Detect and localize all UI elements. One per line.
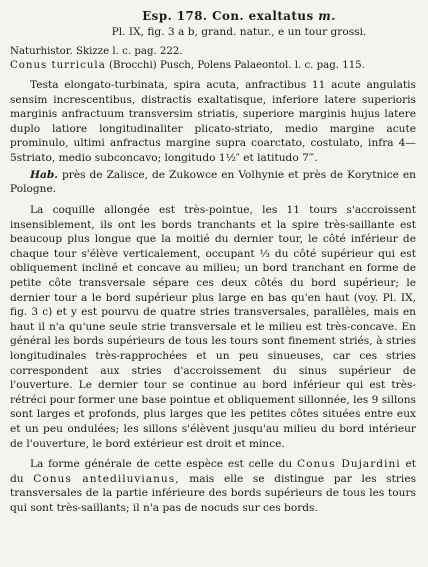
paragraph2-part1: La forme générale de cette espèce est celle du (30, 458, 293, 471)
species-name: Con. exaltatus (212, 9, 314, 23)
paragraph2-part3: mais elle se distingue par les stries transversales de la partie inférieure des bords supérieurs de tous les tours qui sont très-saillants; il n'a pas de nocuds sur ces bords. (10, 472, 417, 515)
species-author: m. (318, 9, 336, 23)
reference-line-2 (10, 59, 416, 73)
latin-description: Testa elongato-turbinata, spira acuta, anfractibus 11 acute angulatis sensim increscentibus, distractis exaltatisque, inferiore latere superioris marginis anfractuum transversim striatis, superiore marginis hujus latere duplo latiore longitudinaliter plicato-striato, medio margine acute prominulo, ultimi anfractus margine supra coarctato, costulato, infra 4—5striato, medio subconcavo; longitudo 1½″ et latitudo 7‴. (10, 79, 416, 165)
reference-species-name: Conus turricula (10, 59, 106, 71)
plate-reference: Pl. IX, fig. 3 a b, grand. natur., e un tour grossi. (111, 26, 367, 39)
description-paragraph-2 (10, 457, 416, 515)
description-paragraph-1: La coquille allongée est très-pointue, les 11 tours s'accroissent insensiblement, ils ont les bords tranchants et la spire très-saillante est beaucoup plus longue que la moitié du dernier tour, le côté inférieur de chaque tour s'élève verticalement, occupant ⅓ du côté supérieur qui est obliquement incliné et concave au milieu; un bord tranchant en forme de petite côte transversale sépare ces deux côtés du bord supérieur; le dernier tour a le bord supérieur plus large en bas qu'en haut (voy. Pl. IX, fig. 3 c) et y est pourvu de quatre stries transversales, parallèles, mais en haut il n'a qu'une seule strie transversale et le milieu est très-concave. En général les bords supérieurs de tous les tours sont finement striés, à stries longitudinales très-rapprochées et un peu sinueuses, car ces stries correspondent aux stries d'accroissement du sinus supérieur de l'ouverture. Le dernier tour se continue au bord inférieur qui est très-rétréci pour former une base pointue et obliquement sillonnée, les 9 sillons sont larges et profonds, plus larges que les petites côtes situées entre eux et un peu ondulées; les sillons s'élèvent jusqu'au milieu du bord intérieur de l'ouverture, le bord extérieur est droit et mince. (10, 203, 416, 450)
habitat-paragraph (10, 168, 416, 197)
species-heading (62, 8, 416, 24)
habitat-label: Hab. (30, 168, 58, 181)
habitat-text: près de Zalisce, de Zukowce en Volhynie et près de Korytnice en Pologne. (10, 168, 416, 196)
comparison-species-1: Conus Dujardini (296, 458, 401, 471)
species-number: Esp. 178. (142, 9, 208, 23)
reference-source: (Brocchi) Pusch, Polens Palaeontol. l. c. pag. 115. (109, 59, 365, 71)
paragraph2-part2: et du (10, 458, 416, 485)
comparison-species-2: Conus antediluvianus, (33, 472, 180, 485)
reference-line-1: Naturhistor. Skizze l. c. pag. 222. (10, 45, 183, 57)
